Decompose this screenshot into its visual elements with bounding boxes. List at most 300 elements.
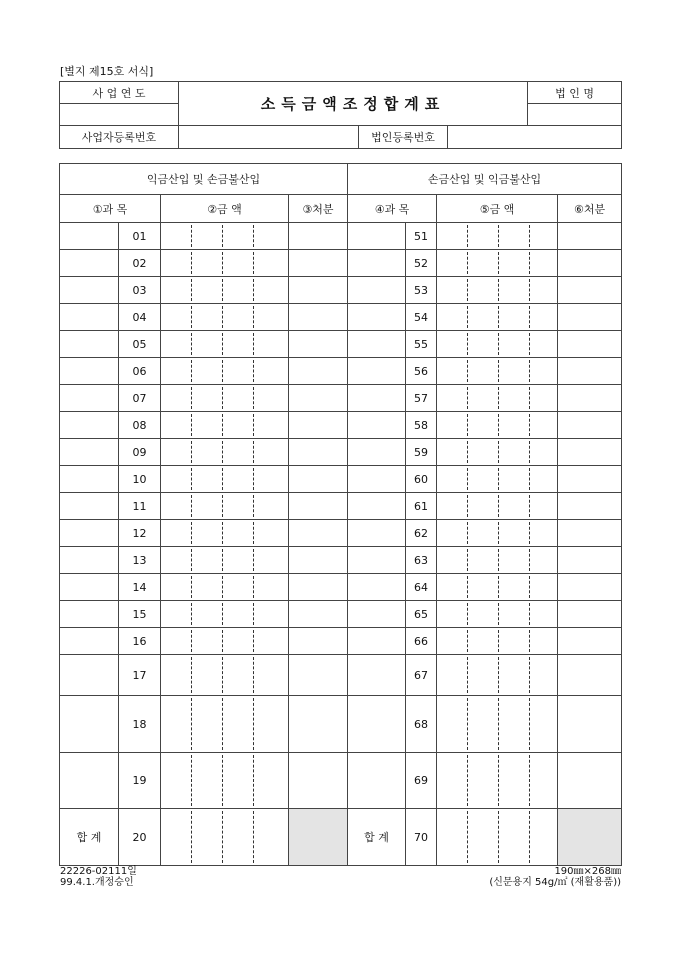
amount-digit-divider — [191, 252, 192, 274]
amount-digit-divider — [529, 576, 530, 598]
amount-digit-divider — [191, 333, 192, 355]
amount-digit-divider — [222, 811, 223, 863]
amount-digit-divider — [467, 522, 468, 544]
code-left: 08 — [119, 412, 161, 439]
amount-digit-divider — [529, 360, 530, 382]
amount-right-field[interactable] — [437, 223, 558, 250]
amount-digit-divider — [498, 279, 499, 301]
amount-left-field[interactable] — [161, 547, 289, 574]
subject-right-field[interactable] — [348, 250, 406, 277]
disposal-right-field[interactable] — [558, 601, 622, 628]
amount-digit-divider — [467, 698, 468, 750]
amount-digit-divider — [253, 630, 254, 652]
amount-digit-divider — [191, 279, 192, 301]
table-row — [60, 439, 622, 466]
amount-digit-divider — [467, 603, 468, 625]
amount-digit-divider — [467, 549, 468, 571]
disposal-right-field[interactable] — [558, 547, 622, 574]
amount-digit-divider — [191, 755, 192, 806]
disposal-left-field[interactable] — [289, 250, 348, 277]
col-amount-left: ②금 액 — [161, 195, 289, 223]
amount-digit-divider — [498, 414, 499, 436]
subject-right-field[interactable] — [348, 439, 406, 466]
amount-digit-divider — [498, 549, 499, 571]
code-right: 62 — [406, 520, 437, 547]
code-right: 55 — [406, 331, 437, 358]
disposal-right-field[interactable] — [558, 277, 622, 304]
amount-digit-divider — [498, 225, 499, 247]
disposal-left-field[interactable] — [289, 547, 348, 574]
amount-digit-divider — [467, 252, 468, 274]
subject-right-field[interactable] — [348, 277, 406, 304]
disposal-left-field[interactable] — [289, 277, 348, 304]
amount-left-field[interactable] — [161, 466, 289, 493]
amount-digit-divider — [222, 279, 223, 301]
subject-right-field[interactable] — [348, 520, 406, 547]
code-left: 13 — [119, 547, 161, 574]
amount-digit-divider — [222, 522, 223, 544]
disposal-left-field[interactable] — [289, 331, 348, 358]
subject-right-field[interactable] — [348, 628, 406, 655]
table-row — [60, 696, 622, 753]
amount-digit-divider — [253, 522, 254, 544]
col-disposal-left: ③처분 — [289, 195, 348, 223]
disposal-left-field[interactable] — [289, 358, 348, 385]
subject-right-field[interactable] — [348, 412, 406, 439]
total-disposal-left — [289, 809, 348, 866]
amount-digit-divider — [498, 698, 499, 750]
amount-digit-divider — [529, 522, 530, 544]
subject-left-field[interactable] — [60, 358, 119, 385]
amount-digit-divider — [529, 630, 530, 652]
table-row — [60, 331, 622, 358]
amount-digit-divider — [253, 603, 254, 625]
col-amount-right: ⑤금 액 — [437, 195, 558, 223]
col-disposal-right: ⑥처분 — [558, 195, 622, 223]
amount-digit-divider — [222, 698, 223, 750]
amount-digit-divider — [191, 360, 192, 382]
disposal-right-field[interactable] — [558, 223, 622, 250]
amount-digit-divider — [191, 495, 192, 517]
amount-left-field[interactable] — [161, 520, 289, 547]
disposal-left-field[interactable] — [289, 466, 348, 493]
amount-right-field[interactable] — [437, 439, 558, 466]
table-row — [60, 304, 622, 331]
approval-date: 99.4.1.개정승인 — [60, 877, 134, 888]
disposal-left-field[interactable] — [289, 223, 348, 250]
table-row — [60, 466, 622, 493]
code-right: 63 — [406, 547, 437, 574]
amount-digit-divider — [222, 468, 223, 490]
amount-digit-divider — [498, 495, 499, 517]
amount-digit-divider — [222, 495, 223, 517]
biz-reg-field[interactable] — [179, 126, 359, 149]
amount-right-field[interactable] — [437, 385, 558, 412]
amount-digit-divider — [222, 549, 223, 571]
total-label-left: 합 계 — [60, 809, 119, 866]
subject-left-field[interactable] — [60, 331, 119, 358]
amount-right-field[interactable] — [437, 655, 558, 696]
amount-digit-divider — [529, 252, 530, 274]
amount-digit-divider — [498, 603, 499, 625]
amount-right-field[interactable] — [437, 493, 558, 520]
table-row — [60, 250, 622, 277]
form-number: [별지 제15호 서식] — [60, 65, 154, 78]
amount-digit-divider — [222, 360, 223, 382]
code-left: 16 — [119, 628, 161, 655]
table-row — [60, 493, 622, 520]
total-amount-left-field[interactable] — [161, 809, 289, 866]
amount-digit-divider — [253, 414, 254, 436]
amount-digit-divider — [467, 495, 468, 517]
amount-left-field[interactable] — [161, 412, 289, 439]
disposal-right-field[interactable] — [558, 628, 622, 655]
amount-digit-divider — [253, 576, 254, 598]
amount-digit-divider — [529, 279, 530, 301]
disposal-right-field[interactable] — [558, 250, 622, 277]
amount-right-field[interactable] — [437, 412, 558, 439]
code-left: 06 — [119, 358, 161, 385]
adjustment-table — [59, 163, 622, 866]
subject-left-field[interactable] — [60, 696, 119, 753]
disposal-left-field[interactable] — [289, 628, 348, 655]
amount-digit-divider — [529, 755, 530, 806]
code-left: 17 — [119, 655, 161, 696]
code-left: 10 — [119, 466, 161, 493]
subject-right-field[interactable] — [348, 466, 406, 493]
disposal-right-field[interactable] — [558, 412, 622, 439]
amount-digit-divider — [467, 387, 468, 409]
amount-left-field[interactable] — [161, 574, 289, 601]
amount-left-field[interactable] — [161, 277, 289, 304]
code-left: 02 — [119, 250, 161, 277]
code-left: 14 — [119, 574, 161, 601]
form-title: 소득금액조정합계표 — [179, 82, 528, 126]
amount-digit-divider — [222, 603, 223, 625]
subject-left-field[interactable] — [60, 601, 119, 628]
amount-left-field[interactable] — [161, 331, 289, 358]
subject-right-field[interactable] — [348, 655, 406, 696]
disposal-right-field[interactable] — [558, 439, 622, 466]
amount-digit-divider — [498, 360, 499, 382]
amount-digit-divider — [498, 576, 499, 598]
amount-digit-divider — [529, 495, 530, 517]
disposal-left-field[interactable] — [289, 753, 348, 809]
subject-right-field[interactable] — [348, 304, 406, 331]
amount-digit-divider — [191, 225, 192, 247]
amount-digit-divider — [191, 811, 192, 863]
subject-left-field[interactable] — [60, 466, 119, 493]
code-right: 53 — [406, 277, 437, 304]
disposal-left-field[interactable] — [289, 412, 348, 439]
amount-digit-divider — [529, 306, 530, 328]
code-right: 52 — [406, 250, 437, 277]
code-right: 64 — [406, 574, 437, 601]
amount-digit-divider — [191, 657, 192, 693]
amount-digit-divider — [191, 441, 192, 463]
disposal-left-field[interactable] — [289, 601, 348, 628]
amount-digit-divider — [191, 522, 192, 544]
amount-right-field[interactable] — [437, 250, 558, 277]
amount-digit-divider — [529, 468, 530, 490]
subject-right-field[interactable] — [348, 358, 406, 385]
amount-right-field[interactable] — [437, 753, 558, 809]
amount-digit-divider — [191, 549, 192, 571]
header-table — [59, 81, 622, 149]
subject-left-field[interactable] — [60, 547, 119, 574]
code-left: 18 — [119, 696, 161, 753]
corp-name-field[interactable] — [528, 104, 622, 126]
left-group-header: 익금산입 및 손금불산입 — [60, 164, 348, 195]
amount-digit-divider — [529, 603, 530, 625]
amount-digit-divider — [467, 279, 468, 301]
footer-left — [60, 866, 137, 888]
subject-left-field[interactable] — [60, 385, 119, 412]
amount-left-field[interactable] — [161, 304, 289, 331]
amount-digit-divider — [498, 657, 499, 693]
code-right: 51 — [406, 223, 437, 250]
amount-digit-divider — [191, 306, 192, 328]
subject-right-field[interactable] — [348, 753, 406, 809]
disposal-right-field[interactable] — [558, 574, 622, 601]
amount-digit-divider — [529, 811, 530, 863]
subject-right-field[interactable] — [348, 574, 406, 601]
total-disposal-right — [558, 809, 622, 866]
amount-right-field[interactable] — [437, 277, 558, 304]
amount-right-field[interactable] — [437, 547, 558, 574]
amount-digit-divider — [529, 698, 530, 750]
code-left: 05 — [119, 331, 161, 358]
subject-right-field[interactable] — [348, 493, 406, 520]
amount-digit-divider — [467, 306, 468, 328]
amount-digit-divider — [222, 333, 223, 355]
disposal-right-field[interactable] — [558, 304, 622, 331]
corp-name-label: 법 인 명 — [528, 82, 622, 104]
amount-digit-divider — [253, 333, 254, 355]
disposal-left-field[interactable] — [289, 696, 348, 753]
paper-type: (신문용지 54g/㎡ (재활용품)) — [489, 877, 621, 888]
amount-digit-divider — [467, 755, 468, 806]
disposal-right-field[interactable] — [558, 655, 622, 696]
amount-left-field[interactable] — [161, 358, 289, 385]
amount-left-field[interactable] — [161, 439, 289, 466]
amount-right-field[interactable] — [437, 331, 558, 358]
code-left: 19 — [119, 753, 161, 809]
table-row — [60, 358, 622, 385]
amount-digit-divider — [498, 522, 499, 544]
total-code-right: 70 — [406, 809, 437, 866]
amount-digit-divider — [253, 306, 254, 328]
code-right: 56 — [406, 358, 437, 385]
total-amount-right-field[interactable] — [437, 809, 558, 866]
amount-right-field[interactable] — [437, 466, 558, 493]
disposal-left-field[interactable] — [289, 520, 348, 547]
amount-digit-divider — [498, 755, 499, 806]
code-left: 04 — [119, 304, 161, 331]
amount-digit-divider — [191, 414, 192, 436]
amount-left-field[interactable] — [161, 601, 289, 628]
amount-digit-divider — [467, 333, 468, 355]
code-right: 58 — [406, 412, 437, 439]
subject-left-field[interactable] — [60, 574, 119, 601]
disposal-left-field[interactable] — [289, 655, 348, 696]
amount-digit-divider — [529, 441, 530, 463]
amount-right-field[interactable] — [437, 304, 558, 331]
amount-digit-divider — [467, 576, 468, 598]
business-year-field[interactable] — [60, 104, 179, 126]
amount-right-field[interactable] — [437, 696, 558, 753]
table-row — [60, 385, 622, 412]
subject-left-field[interactable] — [60, 412, 119, 439]
footer-right — [489, 866, 621, 888]
amount-left-field[interactable] — [161, 628, 289, 655]
code-left: 09 — [119, 439, 161, 466]
amount-digit-divider — [253, 811, 254, 863]
code-left: 15 — [119, 601, 161, 628]
amount-digit-divider — [222, 414, 223, 436]
code-right: 54 — [406, 304, 437, 331]
table-row — [60, 601, 622, 628]
amount-digit-divider — [467, 414, 468, 436]
amount-digit-divider — [498, 630, 499, 652]
amount-digit-divider — [467, 360, 468, 382]
subject-left-field[interactable] — [60, 520, 119, 547]
subject-left-field[interactable] — [60, 277, 119, 304]
amount-digit-divider — [498, 252, 499, 274]
amount-digit-divider — [191, 698, 192, 750]
table-row — [60, 223, 622, 250]
subject-left-field[interactable] — [60, 439, 119, 466]
disposal-right-field[interactable] — [558, 493, 622, 520]
right-group-header: 손금산입 및 익금불산입 — [348, 164, 622, 195]
code-right: 57 — [406, 385, 437, 412]
col-subject-right: ④과 목 — [348, 195, 437, 223]
amount-digit-divider — [498, 468, 499, 490]
amount-digit-divider — [253, 657, 254, 693]
amount-digit-divider — [253, 755, 254, 806]
disposal-right-field[interactable] — [558, 520, 622, 547]
amount-digit-divider — [253, 387, 254, 409]
subject-right-field[interactable] — [348, 223, 406, 250]
disposal-right-field[interactable] — [558, 696, 622, 753]
amount-right-field[interactable] — [437, 601, 558, 628]
table-row — [60, 574, 622, 601]
subject-left-field[interactable] — [60, 753, 119, 809]
subject-right-field[interactable] — [348, 696, 406, 753]
corp-reg-field[interactable] — [448, 126, 622, 149]
amount-right-field[interactable] — [437, 628, 558, 655]
subject-right-field[interactable] — [348, 385, 406, 412]
code-right: 60 — [406, 466, 437, 493]
amount-digit-divider — [191, 576, 192, 598]
amount-digit-divider — [222, 441, 223, 463]
amount-left-field[interactable] — [161, 385, 289, 412]
amount-digit-divider — [529, 549, 530, 571]
code-left: 12 — [119, 520, 161, 547]
form-code: 22226-02111일 — [60, 866, 137, 877]
code-right: 69 — [406, 753, 437, 809]
disposal-right-field[interactable] — [558, 358, 622, 385]
amount-left-field[interactable] — [161, 493, 289, 520]
amount-digit-divider — [253, 495, 254, 517]
total-label-right: 합 계 — [348, 809, 406, 866]
code-right: 67 — [406, 655, 437, 696]
amount-digit-divider — [467, 225, 468, 247]
subject-right-field[interactable] — [348, 331, 406, 358]
amount-left-field[interactable] — [161, 250, 289, 277]
code-right: 66 — [406, 628, 437, 655]
amount-digit-divider — [529, 657, 530, 693]
amount-digit-divider — [222, 252, 223, 274]
amount-digit-divider — [253, 468, 254, 490]
amount-right-field[interactable] — [437, 574, 558, 601]
disposal-right-field[interactable] — [558, 753, 622, 809]
subject-left-field[interactable] — [60, 250, 119, 277]
code-left: 01 — [119, 223, 161, 250]
total-row — [60, 809, 622, 866]
amount-digit-divider — [498, 387, 499, 409]
amount-right-field[interactable] — [437, 520, 558, 547]
disposal-right-field[interactable] — [558, 331, 622, 358]
table-row — [60, 547, 622, 574]
subject-right-field[interactable] — [348, 601, 406, 628]
amount-digit-divider — [191, 387, 192, 409]
amount-digit-divider — [222, 755, 223, 806]
subject-left-field[interactable] — [60, 628, 119, 655]
subject-left-field[interactable] — [60, 655, 119, 696]
disposal-left-field[interactable] — [289, 574, 348, 601]
disposal-left-field[interactable] — [289, 439, 348, 466]
subject-left-field[interactable] — [60, 493, 119, 520]
amount-digit-divider — [467, 441, 468, 463]
amount-digit-divider — [222, 306, 223, 328]
paper-size: 190㎜×268㎜ — [554, 866, 621, 877]
amount-digit-divider — [529, 387, 530, 409]
col-subject-left: ①과 목 — [60, 195, 161, 223]
amount-digit-divider — [191, 468, 192, 490]
subject-left-field[interactable] — [60, 304, 119, 331]
amount-digit-divider — [467, 657, 468, 693]
amount-digit-divider — [467, 468, 468, 490]
code-right: 61 — [406, 493, 437, 520]
total-code-left: 20 — [119, 809, 161, 866]
amount-digit-divider — [529, 333, 530, 355]
disposal-left-field[interactable] — [289, 385, 348, 412]
code-right: 59 — [406, 439, 437, 466]
disposal-right-field[interactable] — [558, 466, 622, 493]
table-row — [60, 655, 622, 696]
amount-digit-divider — [222, 387, 223, 409]
subject-right-field[interactable] — [348, 547, 406, 574]
table-row — [60, 753, 622, 809]
disposal-left-field[interactable] — [289, 304, 348, 331]
amount-digit-divider — [253, 549, 254, 571]
amount-left-field[interactable] — [161, 655, 289, 696]
amount-digit-divider — [222, 225, 223, 247]
corp-reg-label: 법인등록번호 — [359, 126, 448, 149]
code-left: 11 — [119, 493, 161, 520]
amount-digit-divider — [191, 603, 192, 625]
amount-left-field[interactable] — [161, 223, 289, 250]
disposal-left-field[interactable] — [289, 493, 348, 520]
amount-digit-divider — [253, 252, 254, 274]
disposal-right-field[interactable] — [558, 385, 622, 412]
amount-left-field[interactable] — [161, 753, 289, 809]
business-year-label: 사 업 연 도 — [60, 82, 179, 104]
amount-left-field[interactable] — [161, 696, 289, 753]
subject-left-field[interactable] — [60, 223, 119, 250]
amount-right-field[interactable] — [437, 358, 558, 385]
